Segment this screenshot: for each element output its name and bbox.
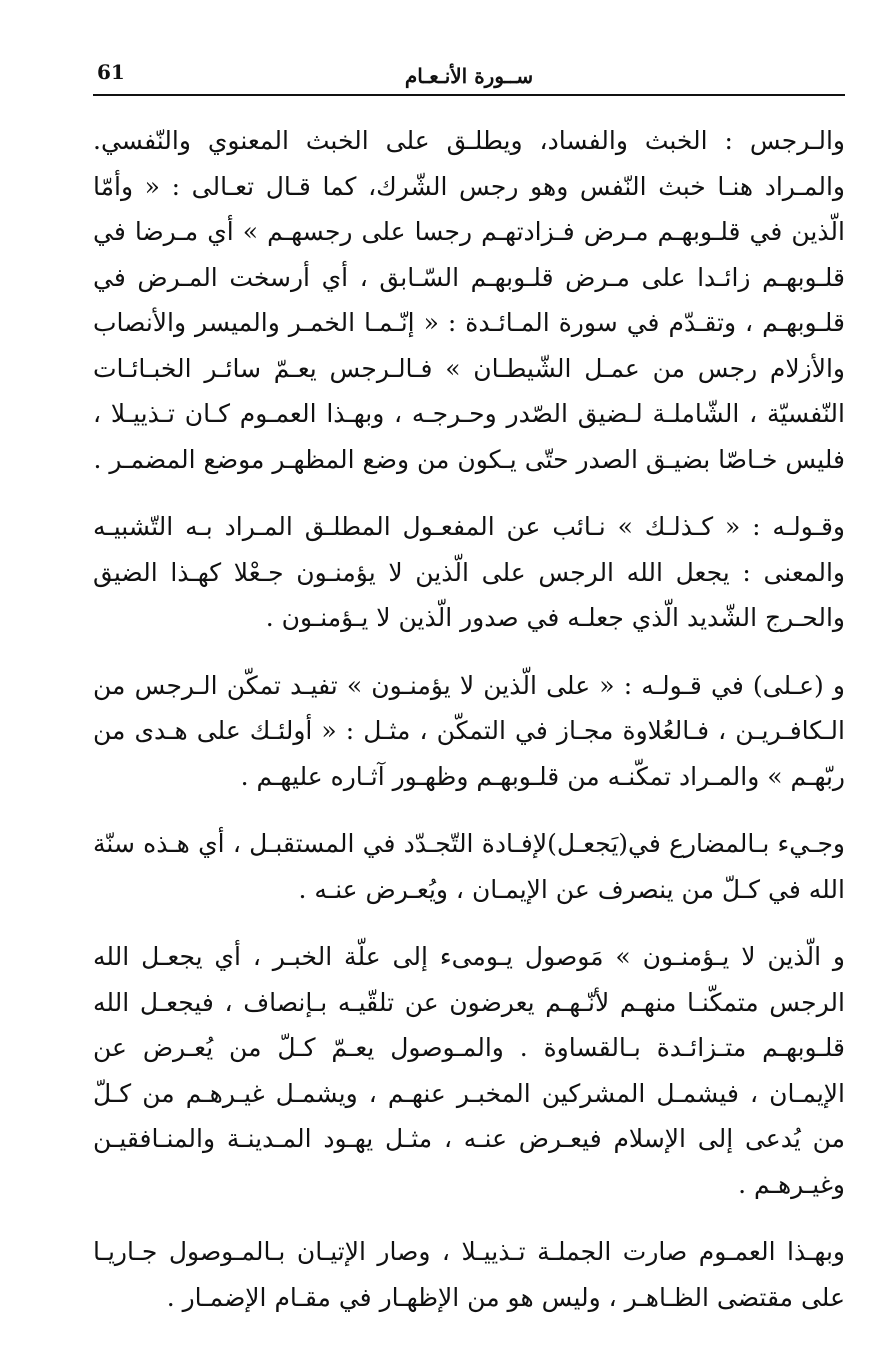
page-header [93,56,845,98]
page-number: 61 [97,60,125,84]
paragraph: وبهـذا العمـوم صارت الجملـة تـذييـلا ، وصار الإتيـان بـالمـوصول جـاريـا على مقتضى الظـاهـر ، وليس هو من الإظهـار في مقـام الإضمـار . [93,1237,845,1312]
page-body [93,118,845,1342]
paragraph: والـرجس : الخبث والفساد، ويطلـق على الخبث المعنوي والنّفسي. والمـراد هنـا خبث النّفس وهو رجس الشّرك، كما قـال تعـالى : « وأمّا الّذين في قلـوبهـم مـرض فـزادتهـم رجسا على رجسهـم » أي مـرضا في قلـوبهـم زائـدا على مـرض قلـوبهـم السّـابق ، أي أرسخت المـرض في قلـوبهـم ، وتقـدّم في سورة المـائـدة : « إنّـمـا الخمـر والميسر والأنصاب والأزلام رجس من عمـل الشّيطـان » فـالـرجس يعـمّ سائـر الخبـائـات النّفسيّة ، الشّاملـة لـضيق الصّدر وحـرجـه ، وبهـذا العمـوم كـان تـذييـلا ، فليس خـاصّا بضيـق الصدر حتّى يـكون من وضع المظهـر موضع المضمـر . [93,126,845,474]
header-rule [93,94,845,96]
paragraph: وقـولـه : « كـذلـك » نـائب عن المفعـول المطلـق المـراد بـه التّشبيـه والمعنى : يجعل الله الرجس على الّذين لا يؤمنـون جـعْلا كهـذا الضيق والحـرج الشّديد الّذي جعلـه في صدور الّذين لا يـؤمنـون . [93,512,845,632]
paragraph: و (عـلى) في قـولـه : « على الّذين لا يؤمنـون » تفيـد تمكّن الـرجس من الـكافـريـن ، فـالعُلاوة مجـاز في التمكّن ، مثـل : « أولئـك على هـدى من ربّهـم » والمـراد تمكّنـه من قلـوبهـم وظهـور آثـاره عليهـم . [93,670,845,791]
surah-title: ســورة الأنـعـام [404,64,534,88]
paragraph: وجـيء بـالمضارع في(يَجعـل)لإفـادة التّجـدّد في المستقبـل ، أي هـذه سنّة الله في كـلّ من ينصرف عن الإيمـان ، ويُعـرض عنـه . [93,829,845,904]
paragraph: و الّذين لا يـؤمنـون » مَوصول يـومىء إلى علّة الخبـر ، أي يجعـل الله الرجس متمكّنـا منهـم لأنّـهـم يعرضون عن تلقّيـه بـإنصاف ، فيجعـل الله قلـوبهـم متـزائـدة بـالقساوة . والمـوصول يعـمّ كـلّ من يُعـرض عن الإيمـان ، فيشمـل المشركين المخبـر عنهـم ، ويشمـل غيـرهـم من كـلّ من يُدعى إلى الإسلام فيعـرض عنـه ، مثـل يهـود المـدينـة والمنـافقيـن وغيـرهـم . [93,942,845,1199]
